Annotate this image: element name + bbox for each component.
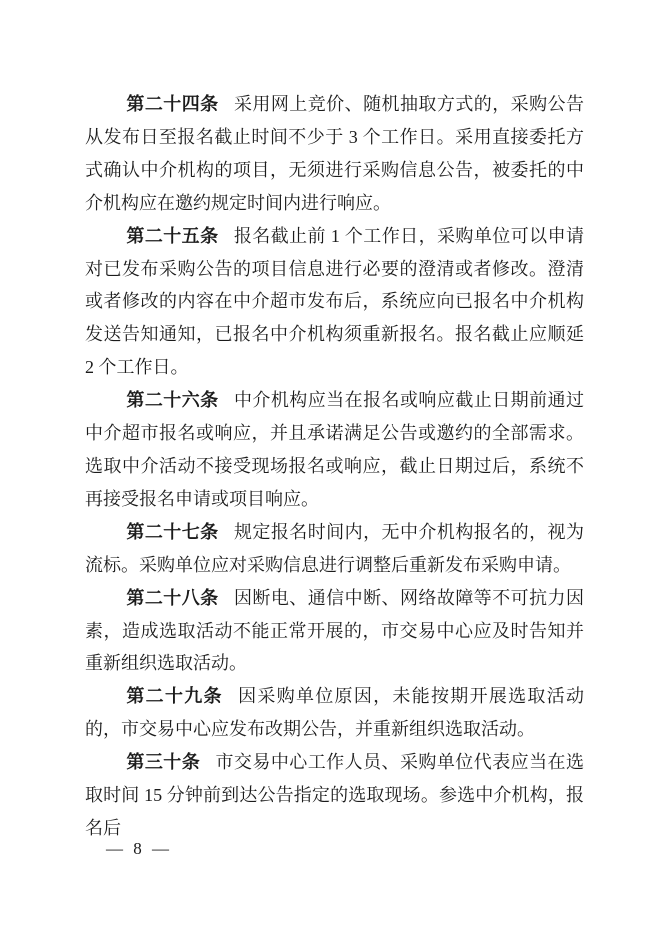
page-number: — 8 —	[106, 839, 172, 858]
article-text-28: 因断电、通信中断、网络故障等不可抗力因素，造成选取活动不能正常开展的，市交易中心应及时告知并重新组织选取活动。	[85, 587, 585, 674]
article-paragraph-29	[85, 680, 584, 746]
article-text-27: 规定报名时间内，无中介机构报名的，视为流标。采购单位应对采购信息进行调整后重新发布采购申请。	[85, 521, 585, 575]
article-paragraph-24	[85, 88, 584, 220]
article-number-24: 第二十四条	[126, 94, 219, 114]
article-number-28: 第二十八条	[126, 587, 219, 608]
article-paragraph-30	[85, 746, 584, 845]
article-paragraph-28	[85, 582, 584, 681]
article-number-25: 第二十五条	[126, 225, 219, 246]
article-text-30: 市交易中心工作人员、采购单位代表应当在选取时间 15 分钟前到达公告指定的选取现场。参选中介机构，报名后	[85, 752, 585, 838]
article-text-24: 采用网上竞价、随机抽取方式的，采购公告从发布日至报名截止时间不少于 3 个工作日。采用直接委托方式确认中介机构的项目，无须进行采购信息公告，被委托的中介机构应在邀约规定时间内进行响应。	[85, 94, 585, 213]
article-paragraph-26	[85, 384, 584, 516]
article-text-26: 中介机构应当在报名或响应截止日期前通过中介超市报名或响应，并且承诺满足公告或邀约的全部需求。选取中介活动不接受现场报名或响应，截止日期过后，系统不再接受报名申请或项目响应。	[85, 390, 585, 509]
article-paragraph-25	[85, 220, 584, 385]
article-number-29: 第二十九条	[126, 686, 223, 707]
article-number-27: 第二十七条	[126, 521, 219, 542]
article-paragraph-27	[85, 516, 584, 582]
article-text-29: 因采购单位原因，未能按期开展选取活动的，市交易中心应发布改期公告，并重新组织选取活动。	[85, 686, 585, 740]
article-number-30: 第三十条	[126, 752, 201, 773]
article-text-25: 报名截止前 1 个工作日，采购单位可以申请对已发布采购公告的项目信息进行必要的澄清或者修改。澄清或者修改的内容在中介超市发布后，系统应向已报名中介机构发送告知通知，已报名中介机构须重新报名。报名截止应顺延 2 个工作日。	[85, 225, 585, 378]
document-body	[85, 88, 584, 845]
article-number-26: 第二十六条	[126, 390, 219, 411]
